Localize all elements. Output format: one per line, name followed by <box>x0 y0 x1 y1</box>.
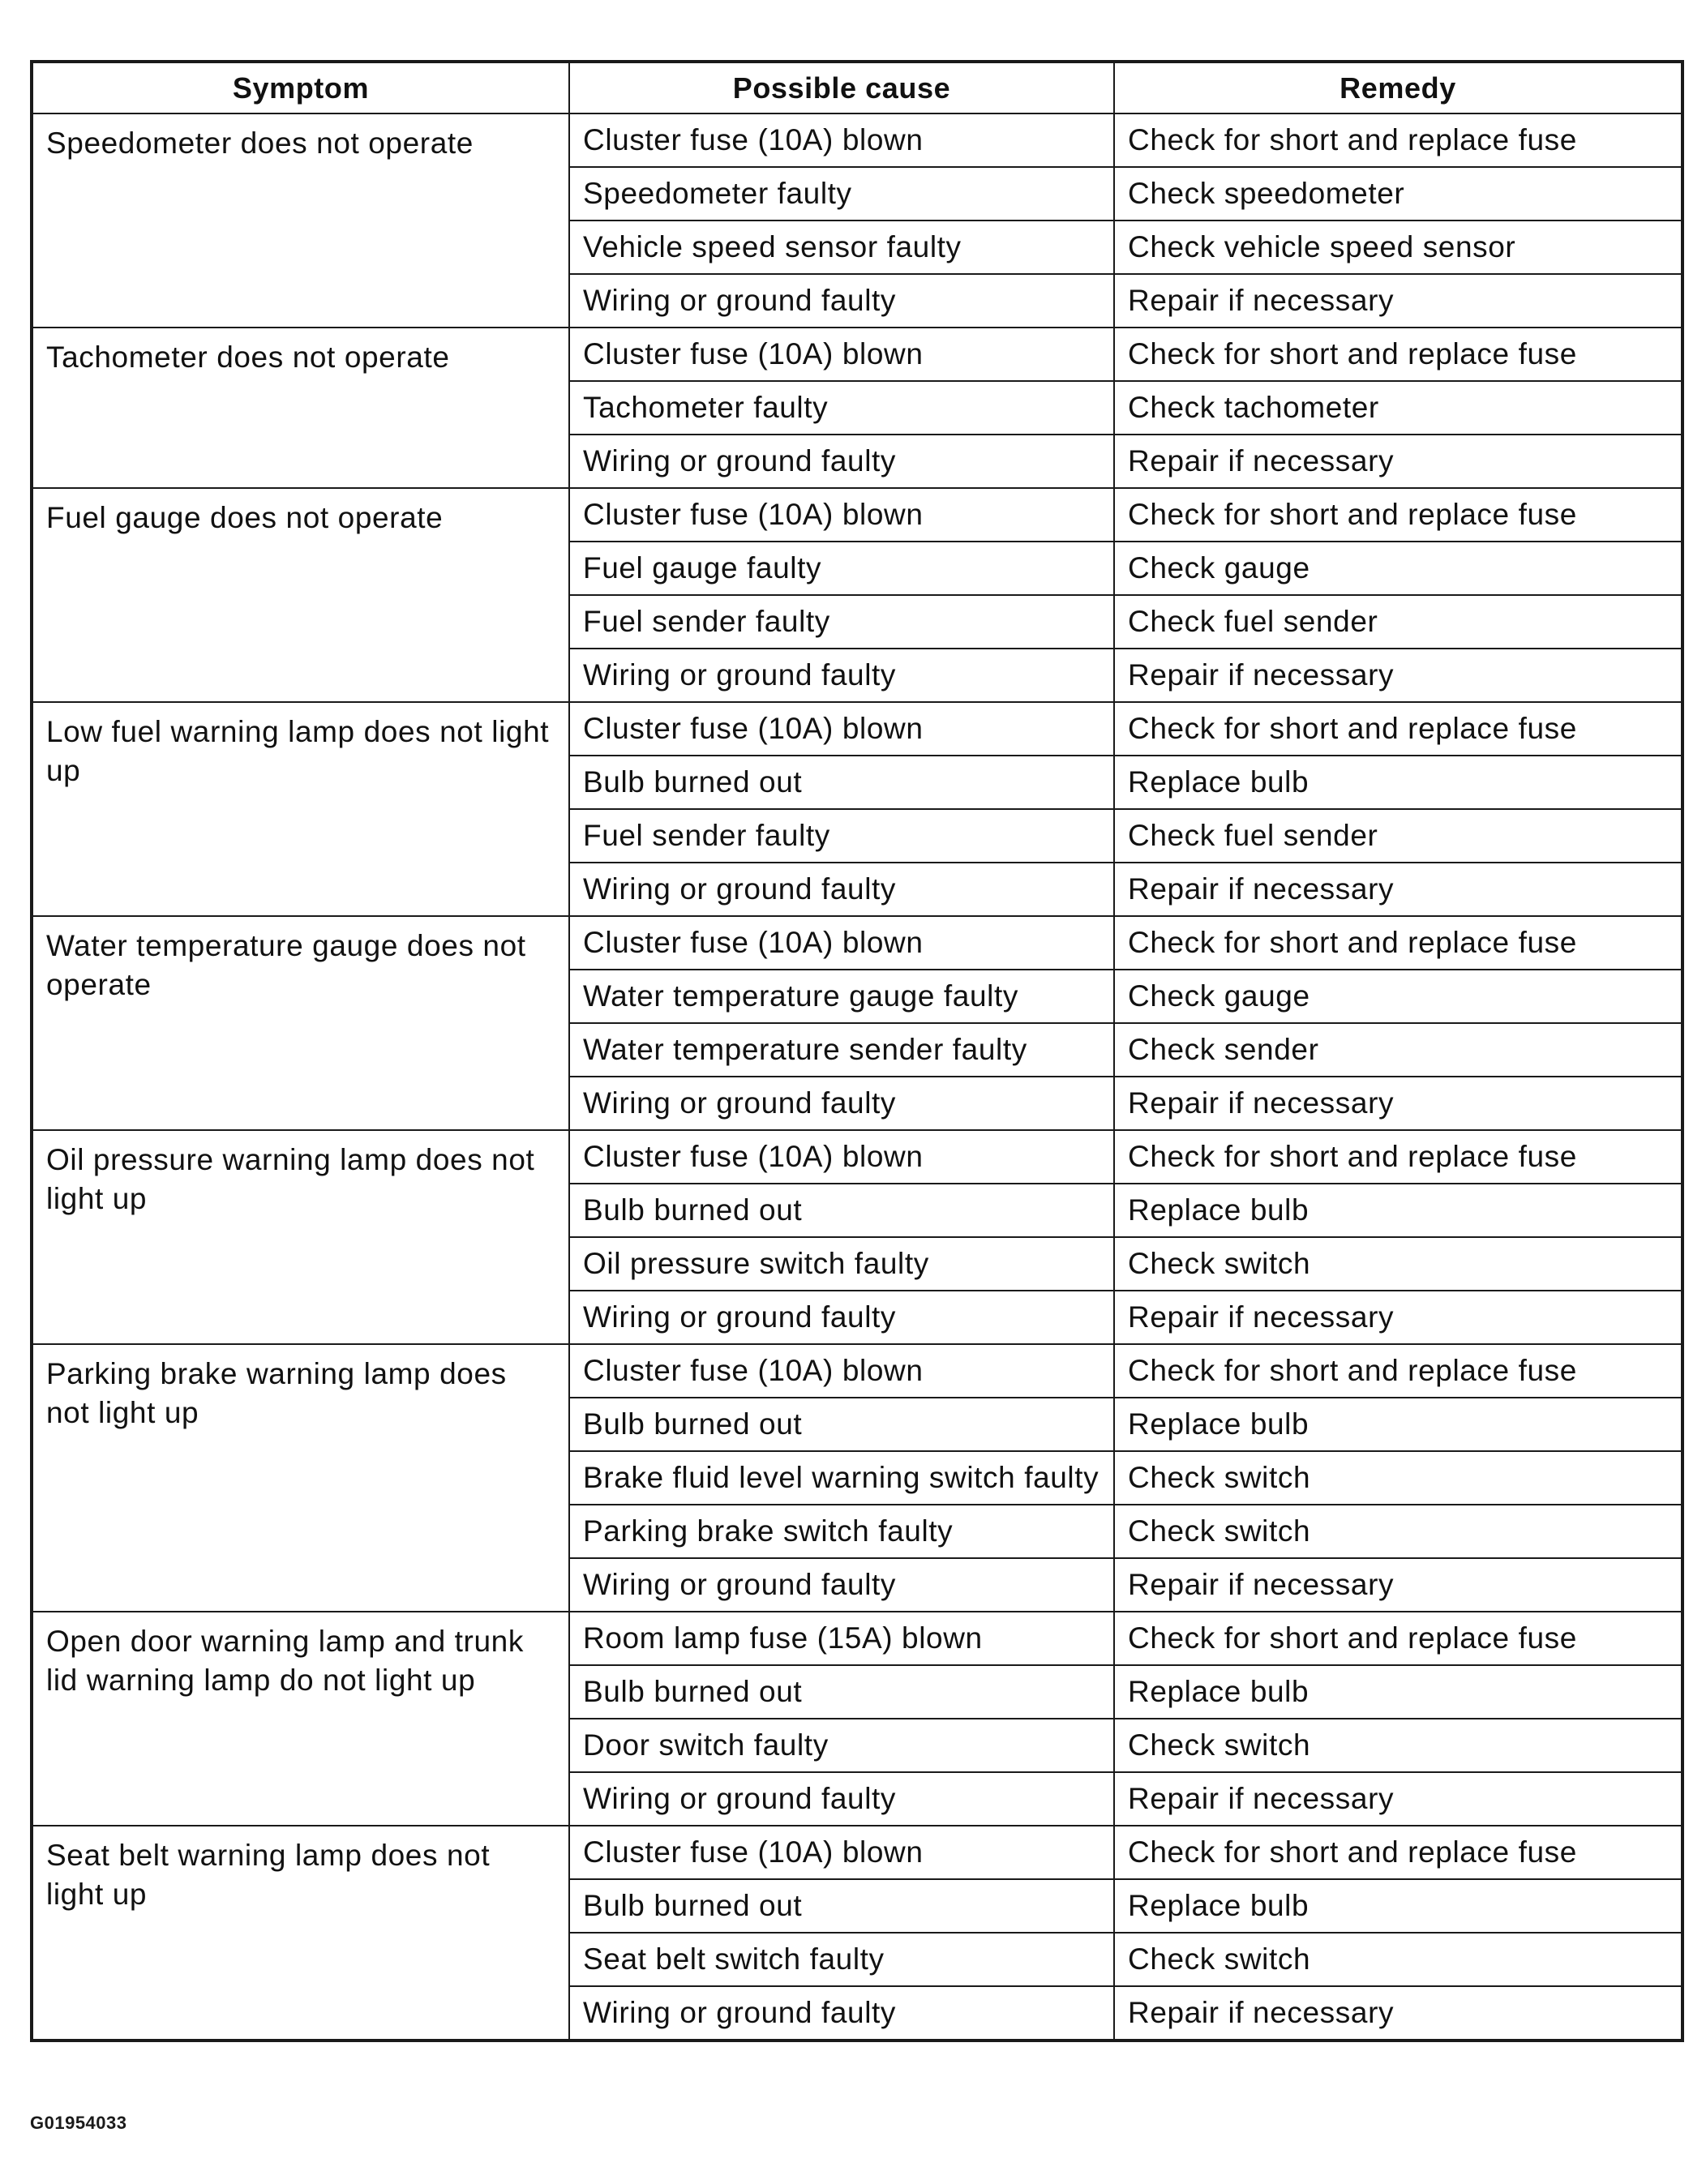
cause-cell: Fuel sender faulty <box>569 595 1114 649</box>
cause-cell: Cluster fuse (10A) blown <box>569 1344 1114 1398</box>
remedy-cell: Repair if necessary <box>1114 1986 1682 2041</box>
remedy-cell: Check vehicle speed sensor <box>1114 221 1682 274</box>
header-remedy: Remedy <box>1114 62 1682 113</box>
remedy-cell: Check for short and replace fuse <box>1114 1826 1682 1879</box>
table-header <box>32 62 1682 113</box>
remedy-cell: Replace bulb <box>1114 1879 1682 1933</box>
cause-cell: Bulb burned out <box>569 1184 1114 1237</box>
cause-cell: Wiring or ground faulty <box>569 1772 1114 1826</box>
cause-cell: Door switch faulty <box>569 1719 1114 1772</box>
remedy-cell: Replace bulb <box>1114 1184 1682 1237</box>
remedy-cell: Replace bulb <box>1114 1665 1682 1719</box>
remedy-cell: Repair if necessary <box>1114 863 1682 916</box>
remedy-cell: Check tachometer <box>1114 381 1682 435</box>
remedy-cell: Check switch <box>1114 1505 1682 1558</box>
remedy-cell: Repair if necessary <box>1114 1772 1682 1826</box>
figure-id: G01954033 <box>30 2113 127 2133</box>
cause-cell: Oil pressure switch faulty <box>569 1237 1114 1291</box>
remedy-cell: Check for short and replace fuse <box>1114 1612 1682 1665</box>
cause-cell: Wiring or ground faulty <box>569 274 1114 328</box>
symptom-cell: Water temperature gauge does not operate <box>32 916 569 1130</box>
table-row <box>32 1612 1682 1665</box>
remedy-cell: Check switch <box>1114 1933 1682 1986</box>
remedy-cell: Check for short and replace fuse <box>1114 702 1682 756</box>
remedy-cell: Check switch <box>1114 1451 1682 1505</box>
troubleshooting-table <box>30 60 1684 2042</box>
table-row <box>32 488 1682 542</box>
cause-cell: Vehicle speed sensor faulty <box>569 221 1114 274</box>
table-row <box>32 702 1682 756</box>
remedy-cell: Check fuel sender <box>1114 595 1682 649</box>
cause-cell: Bulb burned out <box>569 1398 1114 1451</box>
remedy-cell: Check speedometer <box>1114 167 1682 221</box>
table-row <box>32 328 1682 381</box>
remedy-cell: Check for short and replace fuse <box>1114 488 1682 542</box>
remedy-cell: Repair if necessary <box>1114 1077 1682 1130</box>
symptom-cell: Parking brake warning lamp does not light up <box>32 1344 569 1612</box>
cause-cell: Bulb burned out <box>569 1665 1114 1719</box>
table-body <box>32 113 1682 2041</box>
cause-cell: Wiring or ground faulty <box>569 1558 1114 1612</box>
header-possible-cause: Possible cause <box>569 62 1114 113</box>
cause-cell: Bulb burned out <box>569 1879 1114 1933</box>
remedy-cell: Check for short and replace fuse <box>1114 916 1682 970</box>
cause-cell: Wiring or ground faulty <box>569 1077 1114 1130</box>
cause-cell: Fuel gauge faulty <box>569 542 1114 595</box>
remedy-cell: Check for short and replace fuse <box>1114 328 1682 381</box>
remedy-cell: Replace bulb <box>1114 1398 1682 1451</box>
remedy-cell: Check for short and replace fuse <box>1114 1344 1682 1398</box>
remedy-cell: Check for short and replace fuse <box>1114 113 1682 167</box>
cause-cell: Cluster fuse (10A) blown <box>569 113 1114 167</box>
symptom-cell: Fuel gauge does not operate <box>32 488 569 702</box>
remedy-cell: Check gauge <box>1114 970 1682 1023</box>
cause-cell: Wiring or ground faulty <box>569 863 1114 916</box>
cause-cell: Wiring or ground faulty <box>569 1291 1114 1344</box>
cause-cell: Speedometer faulty <box>569 167 1114 221</box>
symptom-cell: Low fuel warning lamp does not light up <box>32 702 569 916</box>
remedy-cell: Repair if necessary <box>1114 1558 1682 1612</box>
symptom-cell: Speedometer does not operate <box>32 113 569 328</box>
cause-cell: Seat belt switch faulty <box>569 1933 1114 1986</box>
header-row <box>32 62 1682 113</box>
table-row <box>32 113 1682 167</box>
remedy-cell: Replace bulb <box>1114 756 1682 809</box>
cause-cell: Brake fluid level warning switch faulty <box>569 1451 1114 1505</box>
symptom-cell: Seat belt warning lamp does not light up <box>32 1826 569 2041</box>
symptom-cell: Tachometer does not operate <box>32 328 569 488</box>
cause-cell: Cluster fuse (10A) blown <box>569 916 1114 970</box>
cause-cell: Water temperature gauge faulty <box>569 970 1114 1023</box>
remedy-cell: Check switch <box>1114 1237 1682 1291</box>
table-row <box>32 916 1682 970</box>
symptom-cell: Oil pressure warning lamp does not light up <box>32 1130 569 1344</box>
remedy-cell: Check switch <box>1114 1719 1682 1772</box>
remedy-cell: Repair if necessary <box>1114 435 1682 488</box>
remedy-cell: Repair if necessary <box>1114 274 1682 328</box>
remedy-cell: Check sender <box>1114 1023 1682 1077</box>
cause-cell: Water temperature sender faulty <box>569 1023 1114 1077</box>
cause-cell: Cluster fuse (10A) blown <box>569 328 1114 381</box>
cause-cell: Fuel sender faulty <box>569 809 1114 863</box>
symptom-cell: Open door warning lamp and trunk lid warning lamp do not light up <box>32 1612 569 1826</box>
remedy-cell: Repair if necessary <box>1114 1291 1682 1344</box>
table-row <box>32 1130 1682 1184</box>
table-row <box>32 1344 1682 1398</box>
table-row <box>32 1826 1682 1879</box>
cause-cell: Wiring or ground faulty <box>569 1986 1114 2041</box>
remedy-cell: Check fuel sender <box>1114 809 1682 863</box>
header-symptom: Symptom <box>32 62 569 113</box>
remedy-cell: Repair if necessary <box>1114 649 1682 702</box>
remedy-cell: Check gauge <box>1114 542 1682 595</box>
cause-cell: Room lamp fuse (15A) blown <box>569 1612 1114 1665</box>
cause-cell: Cluster fuse (10A) blown <box>569 1130 1114 1184</box>
cause-cell: Cluster fuse (10A) blown <box>569 1826 1114 1879</box>
cause-cell: Wiring or ground faulty <box>569 649 1114 702</box>
cause-cell: Cluster fuse (10A) blown <box>569 488 1114 542</box>
cause-cell: Cluster fuse (10A) blown <box>569 702 1114 756</box>
remedy-cell: Check for short and replace fuse <box>1114 1130 1682 1184</box>
cause-cell: Tachometer faulty <box>569 381 1114 435</box>
cause-cell: Bulb burned out <box>569 756 1114 809</box>
cause-cell: Wiring or ground faulty <box>569 435 1114 488</box>
cause-cell: Parking brake switch faulty <box>569 1505 1114 1558</box>
